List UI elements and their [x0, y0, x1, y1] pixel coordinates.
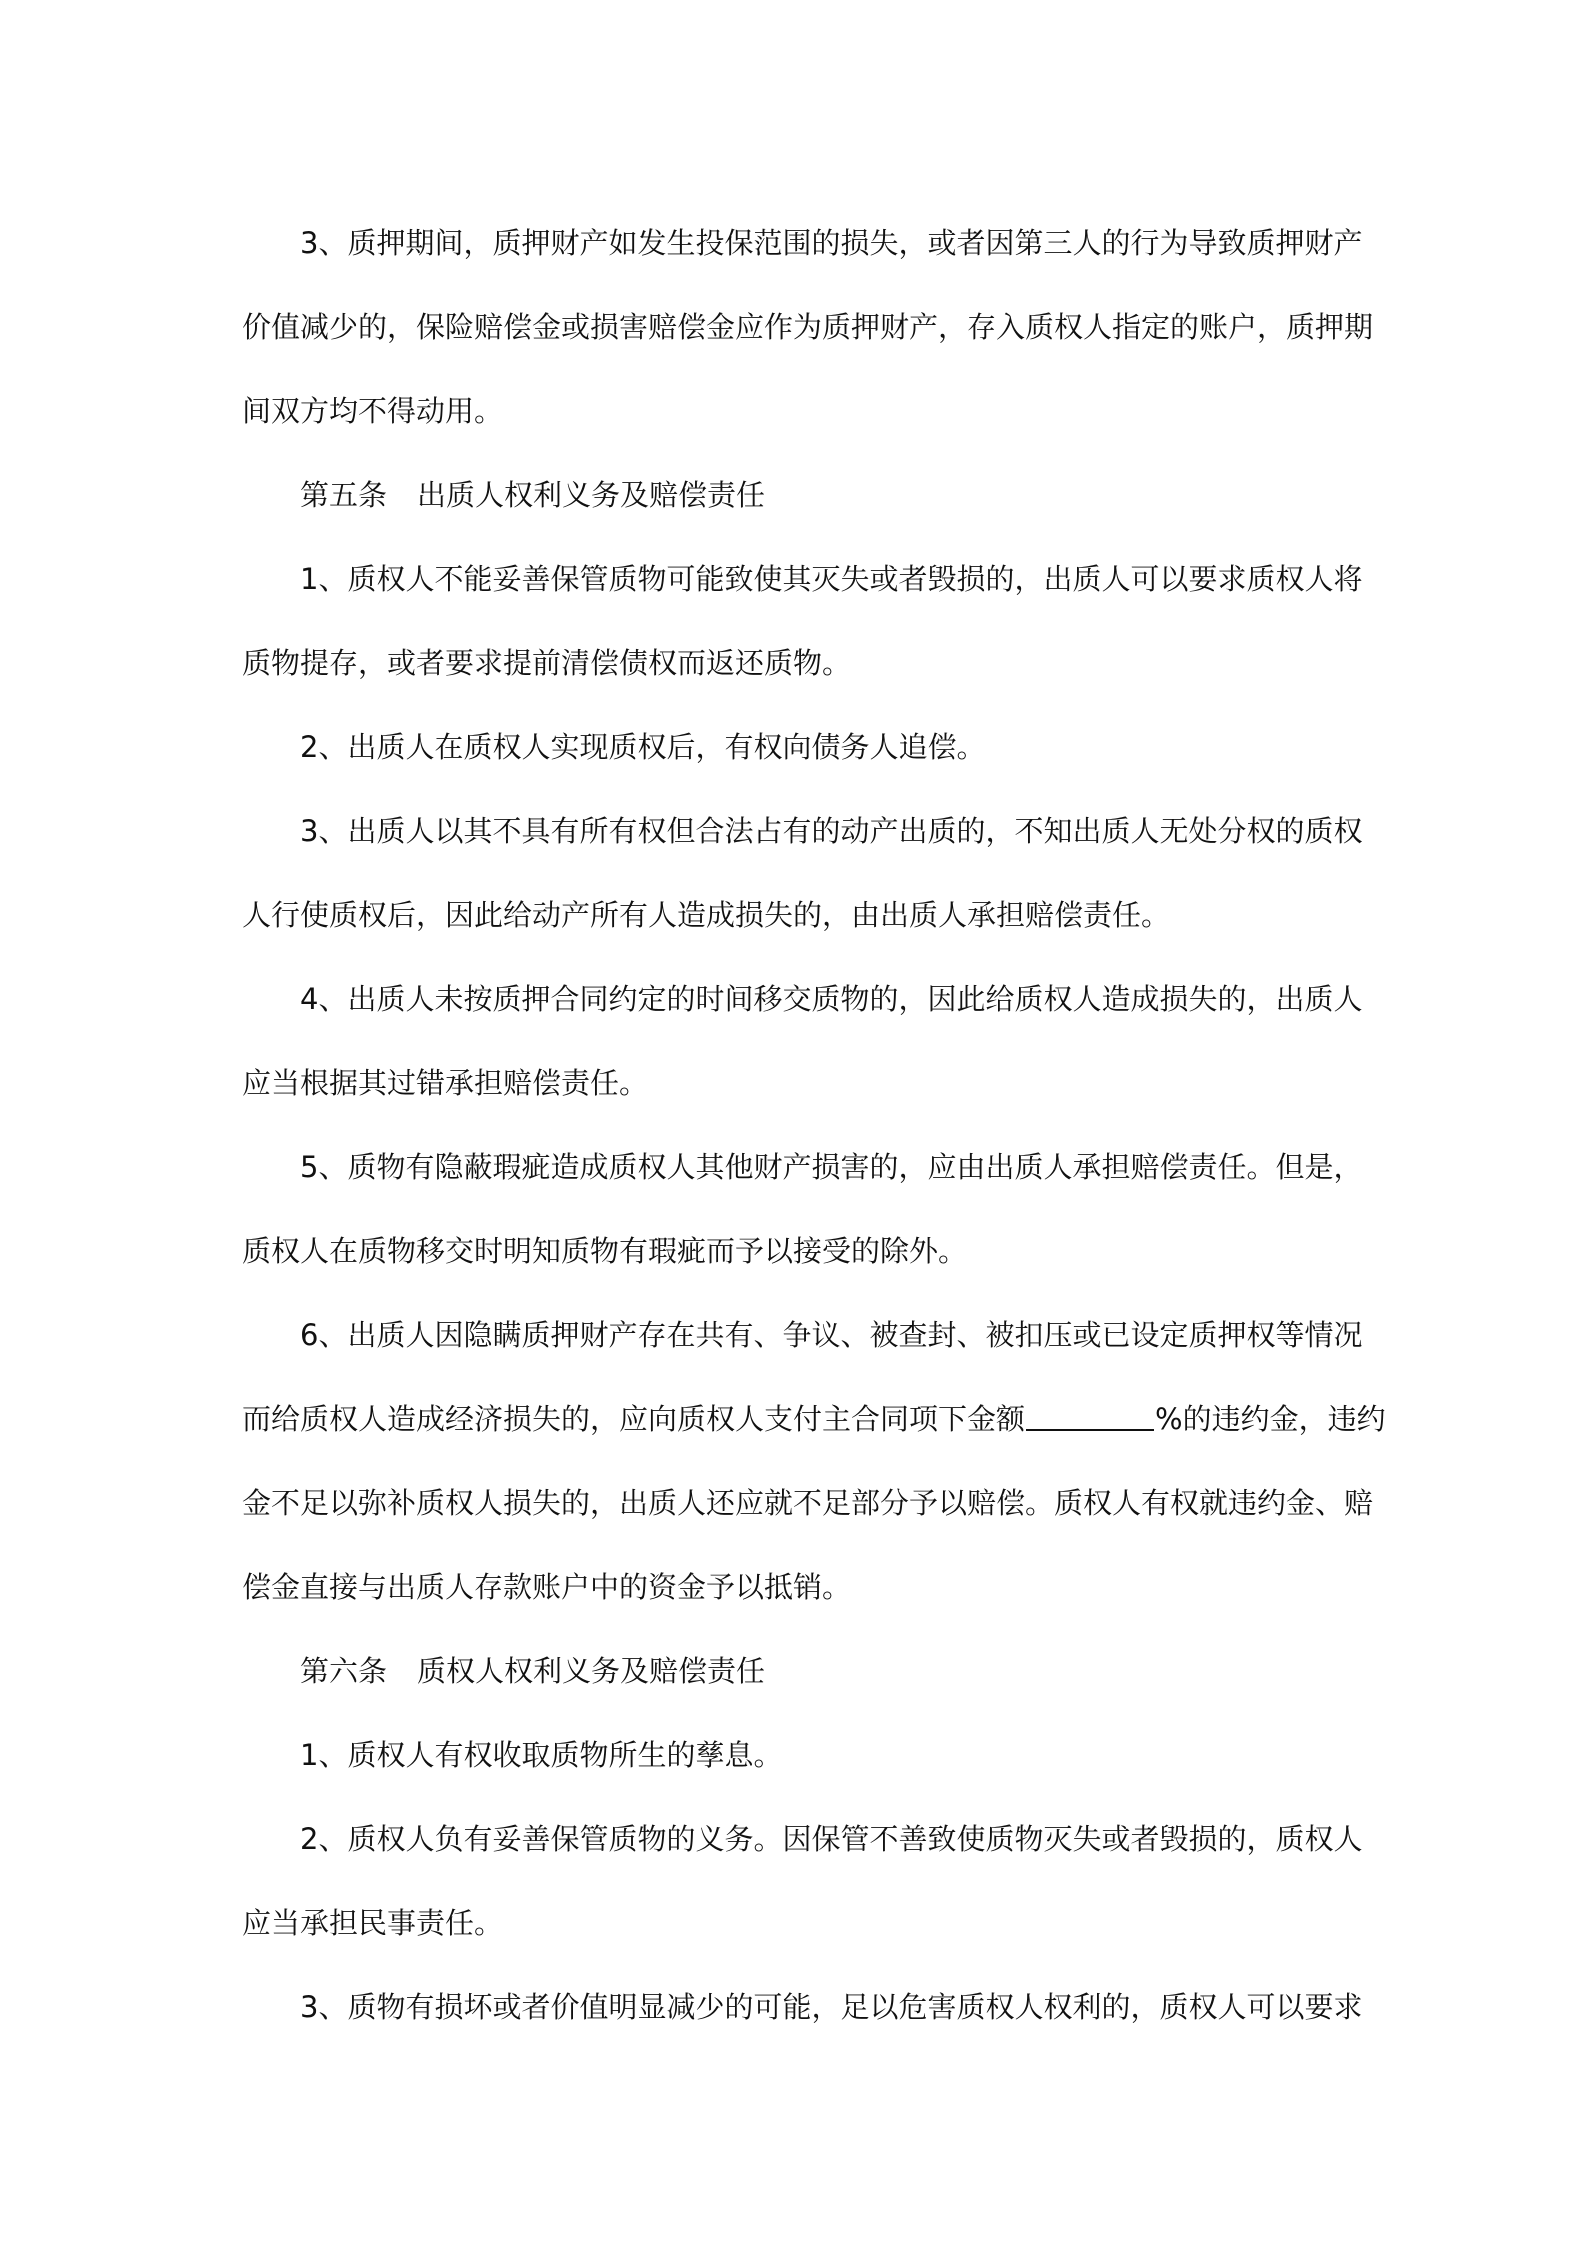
- paragraph-line: 应当承担民事责任。: [242, 1906, 504, 1940]
- article-number: 第五条: [300, 478, 388, 512]
- paragraph-line: 偿金直接与出质人存款账户中的资金予以抵销。: [242, 1570, 852, 1604]
- article-heading-6: [242, 1629, 1352, 1713]
- article-title: 质权人权利义务及赔偿责任: [417, 1654, 766, 1688]
- paragraph-line: 3、质物有损坏或者价值明显减少的可能，足以危害质权人权利的，质权人可以要求: [300, 1990, 1363, 2024]
- paragraph-line: 6、出质人因隐瞒质押财产存在共有、争议、被查封、被扣压或已设定质押权等情况: [300, 1318, 1363, 1352]
- paragraph-line: 4、出质人未按质押合同约定的时间移交质物的，因此给质权人造成损失的，出质人: [300, 982, 1363, 1016]
- article-heading-5: [242, 453, 1352, 537]
- paragraph-line: 质物提存，或者要求提前清偿债权而返还质物。: [242, 646, 852, 680]
- paragraph-line: 3、质押期间，质押财产如发生投保范围的损失，或者因第三人的行为导致质押财产: [300, 226, 1363, 260]
- article-title: 出质人权利义务及赔偿责任: [417, 478, 766, 512]
- percentage-blank-field[interactable]: [1026, 1403, 1154, 1431]
- paragraph-line: 3、出质人以其不具有所有权但合法占有的动产出质的，不知出质人无处分权的质权: [300, 814, 1363, 848]
- paragraph-line-with-blank: [242, 1377, 1386, 1461]
- paragraph-line: 2、出质人在质权人实现质权后，有权向债务人追偿。: [300, 730, 986, 764]
- text-after-blank: %的违约金，违约: [1155, 1402, 1386, 1436]
- paragraph-line: 应当根据其过错承担赔偿责任。: [242, 1066, 649, 1100]
- document-body: [242, 201, 1386, 2049]
- paragraph-line: 间双方均不得动用。: [242, 394, 504, 428]
- paragraph-line: 金不足以弥补质权人损失的，出质人还应就不足部分予以赔偿。质权人有权就违约金、赔: [242, 1486, 1374, 1520]
- paragraph-line: 1、质权人不能妥善保管质物可能致使其灭失或者毁损的，出质人可以要求质权人将: [300, 562, 1363, 596]
- text-before-blank: 而给质权人造成经济损失的，应向质权人支付主合同项下金额: [242, 1402, 1026, 1436]
- paragraph-line: 5、质物有隐蔽瑕疵造成质权人其他财产损害的，应由出质人承担赔偿责任。但是，: [300, 1150, 1363, 1184]
- paragraph-line: 1、质权人有权收取质物所生的孳息。: [300, 1738, 783, 1772]
- article-number: 第六条: [300, 1654, 388, 1688]
- paragraph-line: 质权人在质物移交时明知质物有瑕疵而予以接受的除外。: [242, 1234, 968, 1268]
- paragraph-line: 人行使质权后，因此给动产所有人造成损失的，由出质人承担赔偿责任。: [242, 898, 1171, 932]
- paragraph-line: 价值减少的，保险赔偿金或损害赔偿金应作为质押财产，存入质权人指定的账户，质押期: [242, 310, 1374, 344]
- paragraph-line: 2、质权人负有妥善保管质物的义务。因保管不善致使质物灭失或者毁损的，质权人: [300, 1822, 1363, 1856]
